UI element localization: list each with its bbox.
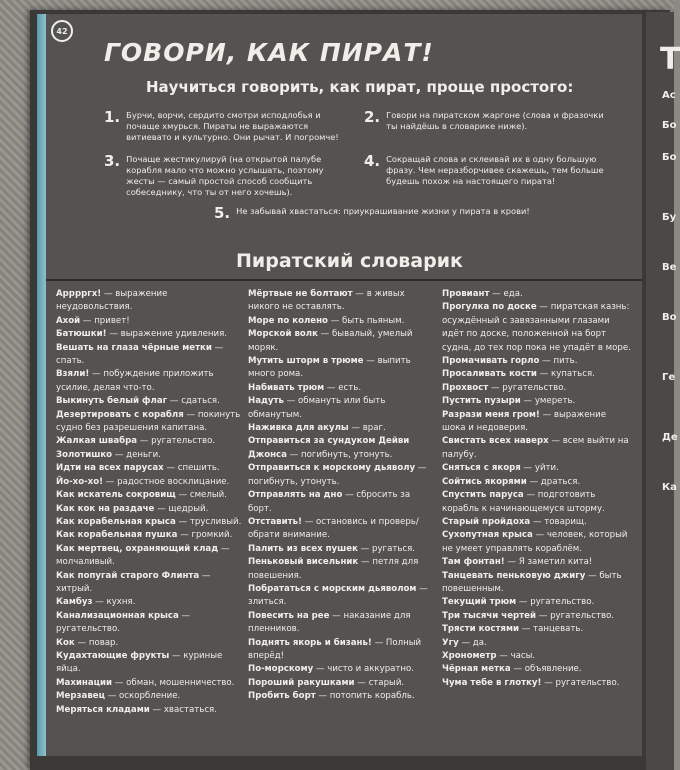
left-page <box>46 14 642 756</box>
glossary-entry <box>56 650 242 677</box>
right-page-fragment: Бо <box>662 120 677 131</box>
glossary-dash: — <box>371 637 386 648</box>
glossary-definition: чисто и аккуратно. <box>327 664 415 675</box>
right-page-edge <box>646 12 680 770</box>
glossary-entry <box>442 462 632 475</box>
right-page-fragment: Бо <box>662 152 677 163</box>
glossary-definition: пиратская казнь: осуждённый с завязанными глазами идёт по доске, положенной на борт судна, до тех пор пока не упадёт в море. <box>442 302 631 353</box>
glossary-entry <box>248 690 434 703</box>
glossary-entry <box>248 422 434 435</box>
glossary-term: Как искатель сокровищ <box>56 490 176 501</box>
glossary-entry <box>56 449 242 462</box>
glossary-dash: — <box>358 557 373 568</box>
glossary-entry <box>56 395 242 408</box>
glossary-definition: враг. <box>362 423 386 434</box>
glossary-term: Море по колено <box>248 315 328 326</box>
glossary-definition: кухня. <box>106 597 136 608</box>
tip-2 <box>364 110 614 132</box>
glossary-dash: — <box>104 691 120 702</box>
glossary-entry <box>56 704 242 717</box>
glossary-term: Взяли! <box>56 369 90 380</box>
glossary-column-3 <box>442 288 632 690</box>
glossary-entry <box>248 516 434 543</box>
glossary-term: Как попугай старого Флинта <box>56 570 200 581</box>
glossary-term: Трясти костями <box>442 624 519 635</box>
glossary-definition: да. <box>472 637 487 648</box>
glossary-term: Чума тебе в глотку! <box>442 677 542 688</box>
glossary-definition: потопить корабль. <box>329 691 415 702</box>
glossary-term: Йо-хо-хо! <box>56 476 104 487</box>
glossary-entry <box>442 476 632 489</box>
right-page-title-fragment: Т <box>660 42 680 77</box>
glossary-definition: спешить. <box>177 463 220 474</box>
glossary-definition: человек, который не умеет управлять кораблём. <box>442 530 628 554</box>
glossary-dash: — <box>101 289 116 299</box>
glossary-entry <box>56 409 242 436</box>
glossary-entry <box>56 315 242 328</box>
glossary-entry <box>56 596 242 609</box>
glossary-term: Золотишко <box>56 449 113 460</box>
glossary-entry <box>56 476 242 489</box>
glossary-entry <box>56 342 242 369</box>
glossary-dash: — <box>510 664 525 675</box>
glossary-term: Как корабельная пушка <box>56 530 178 541</box>
glossary-term: Мутить шторм в трюме <box>248 356 364 367</box>
glossary-entry <box>56 690 242 703</box>
glossary-dash: — <box>175 490 190 501</box>
glossary-dash: — <box>416 583 428 594</box>
glossary-term: Чёрная метка <box>442 664 511 675</box>
glossary-dash: — <box>520 463 535 474</box>
glossary-term: Арррргх! <box>56 289 102 299</box>
glossary-dash: — <box>169 650 184 661</box>
page-title: ГОВОРИ, КАК ПИРАТ! <box>104 38 434 67</box>
glossary-entry <box>56 543 242 570</box>
glossary-term: Три тысячи чертей <box>442 610 537 621</box>
glossary-definition: покинуть судно без разрешения капитана. <box>56 409 241 434</box>
glossary-term: Мёртвые не болтают <box>248 289 353 299</box>
glossary-dash: — <box>286 449 302 460</box>
glossary-definition: в живых никого не оставлять. <box>248 289 405 313</box>
glossary-dash: — <box>92 597 107 608</box>
glossary-entry <box>56 462 242 475</box>
glossary-dash: — <box>313 664 328 675</box>
glossary-definition: пить. <box>553 356 578 367</box>
right-page-fragment: Ве <box>662 262 677 273</box>
page-edge <box>37 14 46 756</box>
tip-number: 3. <box>104 152 121 170</box>
glossary-entry <box>56 489 242 502</box>
glossary-entry <box>56 435 242 448</box>
glossary-dash: — <box>363 356 378 367</box>
tip-text: Не забывай хвастаться: приукрашивание жизни у пирата в крови! <box>236 206 530 216</box>
glossary-term: Вешать на глаза чёрные метки <box>56 342 212 353</box>
glossary-entry <box>56 328 242 341</box>
glossary-dash: — <box>329 610 344 621</box>
glossary-definition: спать. <box>56 356 85 367</box>
glossary-definition: ругательство. <box>550 610 615 621</box>
glossary-definition: хвастаться. <box>163 704 217 715</box>
glossary-term: Дезертировать с корабля <box>56 409 184 420</box>
glossary-term: Набивать трюм <box>248 382 325 393</box>
right-page-fragment: Во <box>662 312 677 323</box>
glossary-dash: — <box>352 289 367 299</box>
glossary-entry <box>56 529 242 542</box>
glossary-definition: ругательство. <box>56 624 120 635</box>
glossary-dash: — <box>519 624 534 635</box>
glossary-dash: — <box>80 315 95 326</box>
glossary-dash: — <box>89 369 104 380</box>
glossary-definition: выражение шока и недоверия. <box>442 409 606 434</box>
glossary-definition: Я заметил кита! <box>518 557 593 568</box>
glossary-entry <box>442 301 632 355</box>
glossary-dash: — <box>536 369 551 380</box>
glossary-term: Повесить на рее <box>248 610 330 621</box>
glossary-dash: — <box>163 463 178 474</box>
divider <box>46 279 642 281</box>
glossary-term: Промачивать горло <box>442 356 540 367</box>
glossary-dash: — <box>112 677 127 688</box>
glossary-definition: танцевать. <box>533 624 584 635</box>
glossary-entry <box>248 435 434 462</box>
glossary-term: Отставить! <box>248 516 302 527</box>
right-page-fragment: Ас <box>662 90 676 101</box>
glossary-definition: петля для повешения. <box>248 557 419 581</box>
glossary-definition: погибнуть, утонуть. <box>248 476 340 487</box>
tip-number: 1. <box>104 108 121 126</box>
glossary-dash: — <box>488 382 503 393</box>
glossary-definition: обмануть или быть обманутым. <box>248 396 386 420</box>
glossary-dash: — <box>523 490 538 501</box>
glossary-dash: — <box>348 423 363 434</box>
glossary-definition: быть пьяным. <box>342 315 405 326</box>
glossary-term: Прохвост <box>442 382 489 393</box>
glossary-definition: бывалый, умелый моряк. <box>248 329 413 353</box>
glossary-term: Ахой <box>56 315 81 326</box>
glossary-definition: привет! <box>94 315 130 326</box>
glossary-entry <box>442 529 632 556</box>
tip-1 <box>104 110 354 143</box>
glossary-entry <box>442 395 632 408</box>
glossary-dash: — <box>327 315 343 326</box>
glossary-dash: — <box>526 476 541 487</box>
glossary-dash: — <box>415 463 427 474</box>
glossary-dash: — <box>175 516 190 527</box>
right-page-fragment: Ка <box>662 482 677 493</box>
glossary-dash: — <box>342 490 357 501</box>
glossary-dash: — <box>149 704 164 715</box>
glossary-entry <box>248 583 434 610</box>
glossary-definition: ругаться. <box>372 543 416 554</box>
glossary-dash: — <box>496 650 511 661</box>
glossary-entry <box>442 650 632 663</box>
glossary-definition: молчаливый. <box>56 557 115 568</box>
glossary-term: Пеньковый висельник <box>248 557 359 568</box>
glossary-term: Хронометр <box>442 650 497 661</box>
glossary-dash: — <box>357 543 373 554</box>
glossary-definition: выпить много рома. <box>248 356 411 380</box>
glossary-term: Сойтись якорями <box>442 476 527 487</box>
glossary-definition: побуждение приложить усилие, делая что-то. <box>56 369 214 393</box>
glossary-definition: погибнуть, утонуть. <box>301 449 393 460</box>
tip-5 <box>214 206 594 221</box>
glossary-definition: трусливый. <box>189 516 242 527</box>
glossary-dash: — <box>106 329 121 340</box>
glossary-term: Сухопутная крыса <box>442 530 533 541</box>
glossary-entry <box>248 355 434 382</box>
glossary-term: По-морскому <box>248 664 314 675</box>
glossary-definition: часы. <box>510 650 536 661</box>
glossary-term: Спустить паруса <box>442 490 524 501</box>
glossary-definition: ругательство. <box>502 382 567 393</box>
tip-number: 4. <box>364 152 381 170</box>
glossary-entry <box>442 610 632 623</box>
glossary-dash: — <box>536 610 551 621</box>
glossary-title: Пиратский словарик <box>236 250 463 272</box>
glossary-entry <box>56 570 242 597</box>
glossary-entry <box>56 677 242 690</box>
glossary-term: Меряться кладами <box>56 704 150 715</box>
glossary-definition: остановись и проверь/обрати внимание. <box>248 516 419 541</box>
glossary-dash: — <box>301 516 317 527</box>
glossary-definition: наказание для пленников. <box>248 610 411 635</box>
glossary-entry <box>442 368 632 381</box>
glossary-term: Камбуз <box>56 597 93 608</box>
glossary-dash: — <box>520 396 535 407</box>
glossary-column-1 <box>56 288 242 717</box>
glossary-entry <box>248 543 434 556</box>
tip-number: 2. <box>364 108 381 126</box>
glossary-dash: — <box>137 436 152 447</box>
glossary-term: Наживка для акулы <box>248 423 349 434</box>
glossary-definition: подготовить корабль к начинающемуся шторму. <box>442 490 605 514</box>
glossary-dash: — <box>530 516 545 527</box>
glossary-definition: старый. <box>368 677 405 688</box>
glossary-dash: — <box>112 449 127 460</box>
glossary-definition: уйти. <box>534 463 559 474</box>
glossary-entry <box>248 315 434 328</box>
glossary-entry <box>442 409 632 436</box>
glossary-term: Старый пройдоха <box>442 516 531 527</box>
glossary-dash: — <box>178 610 191 621</box>
glossary-term: Махинации <box>56 677 113 688</box>
tip-text: Бурчи, ворчи, сердито смотри исподлобья и почаще хмурься. Пираты не выражаются витиевато и культурно. Они рычат. И погромче! <box>126 110 339 142</box>
glossary-dash: — <box>183 409 198 420</box>
glossary-entry <box>248 677 434 690</box>
glossary-dash: — <box>177 530 192 541</box>
glossary-term: Поднять якорь и бизань! <box>248 637 372 648</box>
glossary-definition: оскорбление. <box>119 691 181 702</box>
glossary-entry <box>248 395 434 422</box>
glossary-definition: Полный вперёд! <box>248 637 422 661</box>
glossary-definition: громкий. <box>191 530 233 541</box>
glossary-term: Палить из всех пушек <box>248 543 358 554</box>
glossary-column-2 <box>248 288 434 704</box>
glossary-entry <box>56 637 242 650</box>
glossary-term: Выкинуть белый флаг <box>56 396 168 407</box>
right-page-fragment: Бу <box>662 212 677 223</box>
glossary-term: Как мертвец, охраняющий клад <box>56 543 219 554</box>
glossary-definition: обман, мошенничество. <box>126 677 235 688</box>
glossary-term: Морской волк <box>248 329 318 340</box>
glossary-entry <box>442 489 632 516</box>
glossary-term: Разрази меня гром! <box>442 409 540 420</box>
glossary-definition: умереть. <box>534 396 576 407</box>
glossary-definition: деньги. <box>126 449 161 460</box>
tip-text: Почаще жестикулируй (на открытой палубе корабля мало что можно услышать, поэтому жесты — самый простой способ сообщить собеседнику, что ты от него хочешь). <box>126 154 324 197</box>
glossary-dash: — <box>539 356 554 367</box>
glossary-entry <box>442 637 632 650</box>
glossary-dash: — <box>548 436 563 447</box>
glossary-definition: объявление. <box>524 664 582 675</box>
glossary-dash: — <box>532 530 547 541</box>
glossary-entry <box>248 556 434 583</box>
glossary-definition: есть. <box>338 382 362 393</box>
glossary-entry <box>56 516 242 529</box>
glossary-entry <box>248 288 434 315</box>
glossary-entry <box>442 435 632 462</box>
glossary-term: Свистать всех наверх <box>442 436 549 447</box>
glossary-definition: куриные яйца. <box>56 650 223 675</box>
glossary-term: Пробить борт <box>248 691 316 702</box>
glossary-entry <box>442 663 632 676</box>
glossary-dash: — <box>536 302 551 313</box>
glossary-term: Просаливать кости <box>442 369 537 380</box>
glossary-term: Кок <box>56 637 75 648</box>
glossary-dash: — <box>585 570 600 581</box>
glossary-entry <box>442 623 632 636</box>
glossary-definition: ругательство. <box>530 597 595 608</box>
glossary-entry <box>56 368 242 395</box>
glossary-term: Сняться с якоря <box>442 463 521 474</box>
glossary-definition: выражение удивления. <box>120 329 228 340</box>
glossary-dash: — <box>504 557 519 568</box>
glossary-dash: — <box>283 396 299 407</box>
glossary-entry <box>248 637 434 664</box>
glossary-entry <box>248 328 434 355</box>
glossary-term: Отправлять на дно <box>248 490 343 501</box>
glossary-dash: — <box>103 476 118 487</box>
glossary-definition: еда. <box>503 289 523 299</box>
glossary-term: Текущий трюм <box>442 597 517 608</box>
glossary-entry <box>248 489 434 516</box>
glossary-definition: драться. <box>540 476 581 487</box>
glossary-term: Прогулка по доске <box>442 302 537 313</box>
glossary-definition: смелый. <box>189 490 227 501</box>
glossary-dash: — <box>218 543 230 554</box>
tip-text: Сокращай слова и склеивай их в одну большую фразу. Чем неразборчивее скажешь, тем больше будешь похож на настоящего пирата! <box>386 154 604 186</box>
glossary-term: Провиант <box>442 289 490 299</box>
glossary-term: Как кок на раздаче <box>56 503 155 514</box>
glossary-term: Танцевать пеньковую джигу <box>442 570 586 581</box>
right-page-fragment: Де <box>662 432 678 443</box>
glossary-definition: быть повешенным. <box>442 570 622 594</box>
glossary-term: Отправиться к морскому дьяволу <box>248 463 416 474</box>
glossary-definition: ругательство. <box>555 677 620 688</box>
glossary-term: Надуть <box>248 396 284 407</box>
glossary-definition: товарищ. <box>544 516 587 527</box>
glossary-entry <box>442 382 632 395</box>
glossary-entry <box>442 288 632 301</box>
page-number: 42 <box>51 20 73 42</box>
glossary-entry <box>56 503 242 516</box>
glossary-definition: выражение неудовольствия. <box>56 289 168 313</box>
tip-4 <box>364 154 614 187</box>
glossary-term: Кудахтающие фрукты <box>56 650 170 661</box>
tip-number: 5. <box>214 204 231 222</box>
glossary-dash: — <box>211 342 224 353</box>
glossary-entry <box>248 663 434 676</box>
glossary-dash: — <box>154 503 169 514</box>
glossary-definition: хитрый. <box>56 583 93 594</box>
glossary-term: Как корабельная крыса <box>56 516 176 527</box>
glossary-definition: сдаться. <box>181 396 220 407</box>
glossary-dash: — <box>458 637 473 648</box>
glossary-term: Отправиться за сундуком Дейви Джонса <box>248 436 410 460</box>
glossary-term: Батюшки! <box>56 329 107 340</box>
glossary-entry <box>248 462 434 489</box>
glossary-entry <box>442 516 632 529</box>
glossary-dash: — <box>315 691 330 702</box>
glossary-term: Идти на всех парусах <box>56 463 164 474</box>
glossary-entry <box>56 288 242 315</box>
glossary-entry <box>442 355 632 368</box>
glossary-dash: — <box>541 677 556 688</box>
glossary-term: Там фонтан! <box>442 557 505 568</box>
glossary-definition: ругательство. <box>151 436 216 447</box>
glossary-term: Канализационная крыса <box>56 610 179 621</box>
glossary-dash: — <box>199 570 211 581</box>
glossary-definition: сбросить за борт. <box>248 490 411 514</box>
glossary-entry <box>442 556 632 569</box>
glossary-definition: радостное восклицание. <box>117 476 230 487</box>
glossary-entry <box>442 596 632 609</box>
glossary-dash: — <box>74 637 89 648</box>
glossary-entry <box>442 570 632 597</box>
right-page-fragment: Ге <box>662 372 676 383</box>
glossary-term: Побрататься с морским дьяволом <box>248 583 417 594</box>
glossary-dash: — <box>539 409 554 420</box>
glossary-dash: — <box>516 597 531 608</box>
glossary-entry <box>248 610 434 637</box>
glossary-entry <box>442 677 632 690</box>
glossary-definition: купаться. <box>551 369 595 380</box>
glossary-dash: — <box>317 329 332 340</box>
tip-3 <box>104 154 354 198</box>
glossary-term: Пороший ракушками <box>248 677 355 688</box>
glossary-dash: — <box>324 382 339 393</box>
glossary-dash: — <box>167 396 182 407</box>
glossary-definition: злиться. <box>248 597 287 608</box>
glossary-term: Угу <box>442 637 459 648</box>
glossary-dash: — <box>489 289 504 299</box>
glossary-entry <box>248 382 434 395</box>
glossary-term: Жалкая швабра <box>56 436 138 447</box>
glossary-definition: всем выйти на палубу. <box>442 436 629 460</box>
glossary-entry <box>56 610 242 637</box>
tip-text: Говори на пиратском жаргоне (слова и фразочки ты найдёшь в словарике ниже). <box>386 110 604 131</box>
glossary-definition: щедрый. <box>168 503 209 514</box>
glossary-definition: повар. <box>88 637 119 648</box>
page-subtitle: Научиться говорить, как пират, проще простого: <box>146 78 574 96</box>
glossary-term: Мерзавец <box>56 691 105 702</box>
glossary-dash: — <box>354 677 369 688</box>
glossary-term: Пустить пузыри <box>442 396 521 407</box>
